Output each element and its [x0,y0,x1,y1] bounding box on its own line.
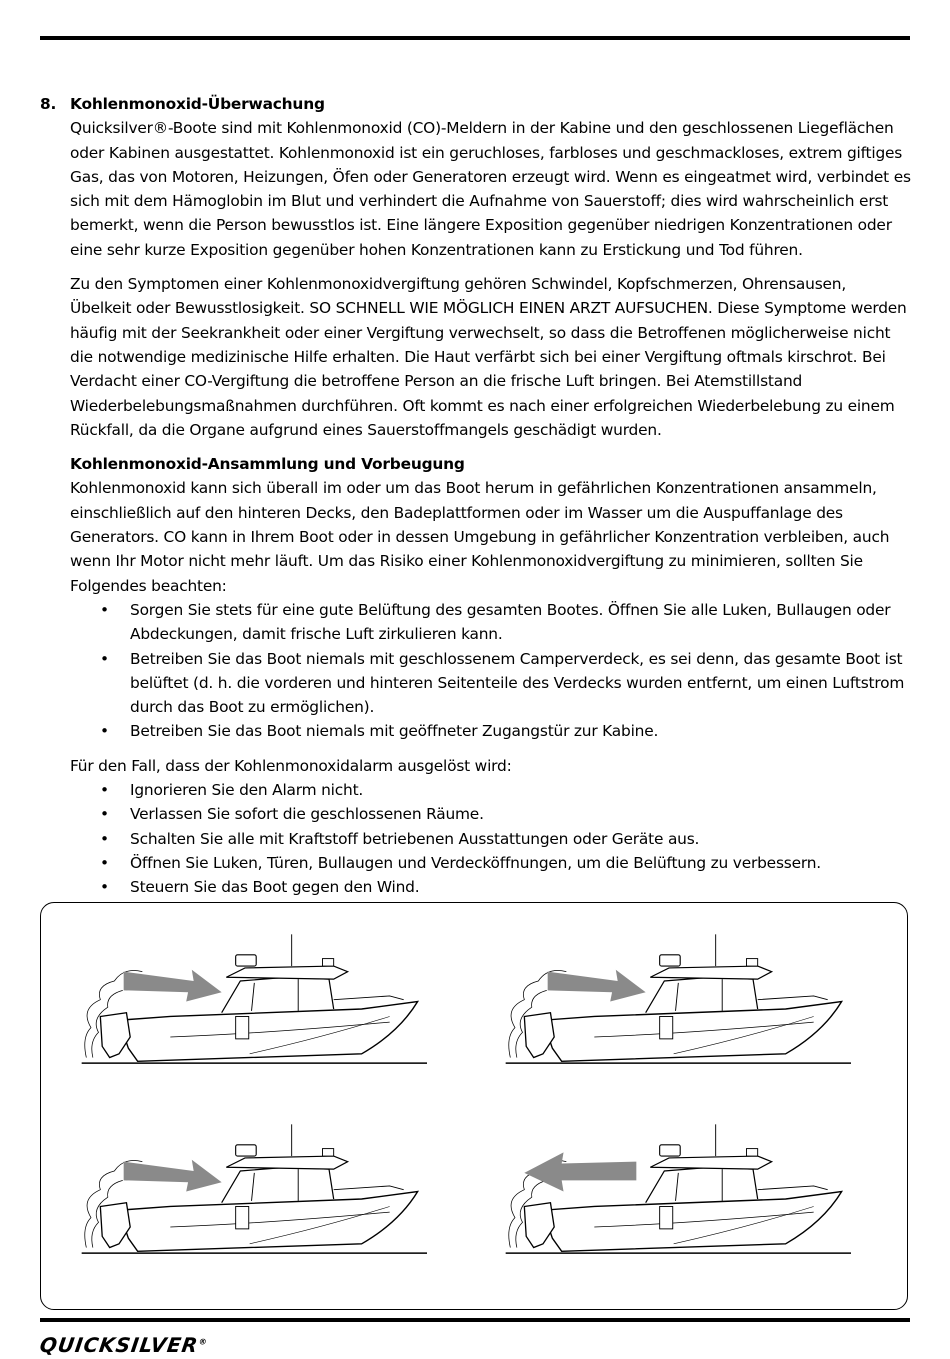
bullet-icon: • [100,722,109,741]
boat-illustration-1 [69,925,449,1065]
list-item: • Verlassen Sie sofort die geschlossenen Räume. [40,802,912,826]
list-item: • Öffnen Sie Luken, Türen, Bullaugen und Verdecköffnungen, um die Belüftung zu verbessern. [40,851,912,875]
boat-illustration-3 [69,1115,449,1255]
wind-arrow-icon [524,1152,636,1191]
bullet-icon: • [100,600,109,619]
bullet-icon: • [100,829,109,848]
bullet-icon: • [100,649,109,668]
wind-arrow-icon [548,970,646,1002]
registered-mark: ® [198,1337,209,1347]
paragraph-co-detectors: Quicksilver®-Boote sind mit Kohlenmonoxid (CO)-Meldern in der Kabine und den geschlossenen Liegeflächen oder Kabinen ausgestattet. Kohlenmonoxid ist ein geruchloses, farbloses und geschmackloses, extrem giftiges Gas, das von Motoren, Heizungen, Öfen oder Generatoren erzeugt wird. Wenn es eingeatmet wird, verbindet es sich mit dem Hämoglobin im Blut und verhindert die Aufnahme von Sauerstoff; dies wird wahrscheinlich erst bemerkt, wenn die Person bewusstlos ist. Eine längere Exposition gegenüber niedrigen Konzentrationen oder eine sehr kurze Exposition gegenüber hohen Konzentrationen kann zu Erstickung und Tod führen. [70,119,911,259]
manual-content [40,92,912,900]
wind-arrow-icon [124,970,222,1002]
bullet-icon: • [100,805,109,824]
bullet-icon: • [100,853,109,872]
list-item: • Betreiben Sie das Boot niemals mit geöffneter Zugangstür zur Kabine. [40,719,912,743]
co-illustration-panel [40,902,908,1310]
prevention-list [40,598,912,744]
bullet-icon: • [100,781,109,800]
boat-illustration-2 [493,925,873,1065]
paragraph-symptoms: Zu den Symptomen einer Kohlenmonoxidvergiftung gehören Schwindel, Kopfschmerzen, Ohrensausen, Übelkeit oder Bewusstlosigkeit. SO SCHNELL WIE MÖGLICH EINEN ARZT AUFSUCHEN. Diese Symptome werden häufig mit der Seekrankheit oder einer Vergiftung verwechselt, so dass die Betroffenen möglicherweise nicht die notwendige medizinische Hilfe erhalten. Die Haut verfärbt sich bei einer Vergiftung oftmals kirschrot. Bei Verdacht einer CO-Vergiftung die betroffene Person an die frische Luft bringen. Bei Atemstillstand Wiederbelebungsmaßnahmen durchführen. Oft kommt es nach einer erfolgreichen Wiederbelebung zu einem Rückfall, da die Organe aufgrund eines Sauerstoffmangels geschädigt wurden. [70,275,907,439]
list-item: • Ignorieren Sie den Alarm nicht. [40,778,912,802]
section-number: 8. [40,95,57,113]
quicksilver-logo [38,1333,209,1357]
bullet-icon: • [100,878,109,897]
paragraph-accumulation: Kohlenmonoxid kann sich überall im oder um das Boot herum in gefährlichen Konzentrationen ansammeln, einschließlich auf den hinteren Decks, den Badeplattformen oder im Wasser um die Auspuffanlage des Generators. CO kann in Ihrem Boot oder in dessen Umgebung in gefährlicher Konzentration verbleiben, auch wenn Ihr Motor nicht mehr läuft. Um das Risiko einer Kohlenmonoxidvergiftung zu minimieren, sollten Sie Folgendes beachten: [70,479,890,595]
list-item: • Schalten Sie alle mit Kraftstoff betriebenen Ausstattungen oder Geräte aus. [40,827,912,851]
wind-arrow-icon [124,1160,222,1192]
section-title: Kohlenmonoxid-Überwachung [70,95,325,113]
alarm-list [40,778,912,899]
list-item: • Steuern Sie das Boot gegen den Wind. [40,875,912,899]
section-heading [40,92,912,116]
list-item: • Betreiben Sie das Boot niemals mit geschlossenem Camperverdeck, es sei denn, das gesamte Boot ist belüftet (d. h. die vorderen und hinteren Seitenteile des Verdecks wurden entfernt, um einen Luftstrom durch das Boot zu ermöglichen). [40,647,912,720]
brand-name: QUICKSILVER [38,1333,200,1357]
bottom-rule [40,1318,910,1322]
list-item: • Sorgen Sie stets für eine gute Belüftung des gesamten Bootes. Öffnen Sie alle Luken, Bullaugen oder Abdeckungen, damit frische Luft zirkulieren kann. [40,598,912,647]
alarm-intro: Für den Fall, dass der Kohlenmonoxidalarm ausgelöst wird: [70,756,512,775]
top-rule [40,36,910,40]
subsection-title: Kohlenmonoxid-Ansammlung und Vorbeugung [70,455,465,474]
boat-illustration-4 [493,1115,873,1255]
